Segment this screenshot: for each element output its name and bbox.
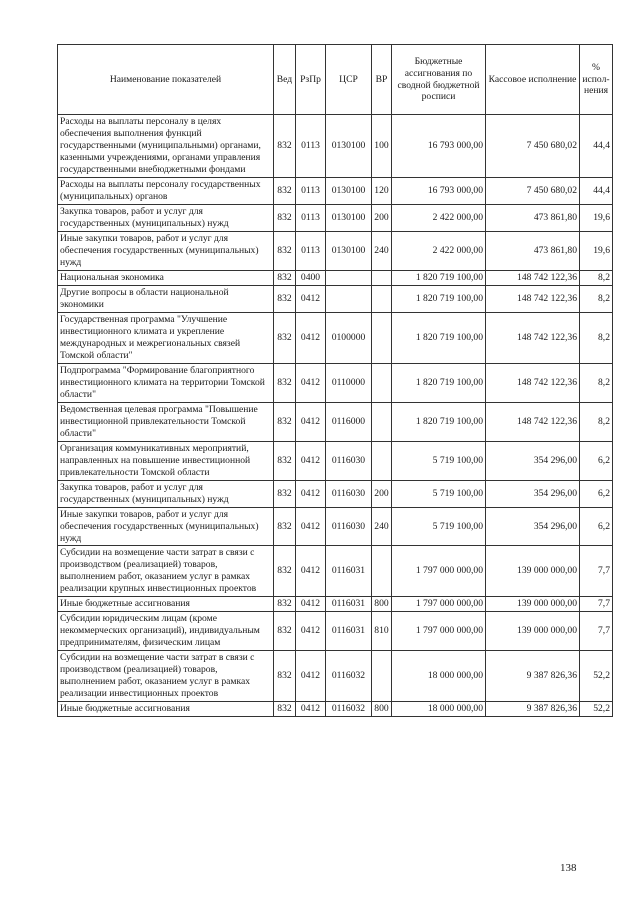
table-row — [58, 702, 613, 717]
cell-assign: 16 793 000,00 — [392, 177, 486, 204]
cell-vr: 800 — [372, 597, 392, 612]
table-row — [58, 204, 613, 231]
cell-rzpr: 0412 — [296, 651, 326, 702]
cell-cash: 9 387 826,36 — [486, 651, 580, 702]
cell-assign: 18 000 000,00 — [392, 702, 486, 717]
cell-ved: 832 — [274, 546, 296, 597]
header-csr: ЦСР — [326, 45, 372, 115]
table-row — [58, 270, 613, 285]
cell-name: Расходы на выплаты персоналу в целях обеспечения выполнения функций государственными (муниципальными) органами, казенными учреждениями, органами управления государственными внебюджетными фондами — [58, 115, 274, 178]
cell-assign: 1 820 719 100,00 — [392, 285, 486, 312]
cell-vr — [372, 312, 392, 363]
cell-rzpr: 0113 — [296, 204, 326, 231]
cell-vr — [372, 363, 392, 402]
table-row — [58, 363, 613, 402]
cell-cash: 148 742 122,36 — [486, 285, 580, 312]
cell-csr: 0130100 — [326, 115, 372, 178]
cell-assign: 1 797 000 000,00 — [392, 546, 486, 597]
cell-ved: 832 — [274, 507, 296, 546]
table-row — [58, 231, 613, 270]
cell-cash: 139 000 000,00 — [486, 612, 580, 651]
cell-percent: 6,2 — [580, 480, 613, 507]
cell-cash: 473 861,80 — [486, 204, 580, 231]
cell-cash: 9 387 826,36 — [486, 702, 580, 717]
table-row — [58, 402, 613, 441]
cell-assign: 5 719 100,00 — [392, 507, 486, 546]
cell-percent: 8,2 — [580, 270, 613, 285]
cell-assign: 16 793 000,00 — [392, 115, 486, 178]
cell-csr: 0116032 — [326, 651, 372, 702]
cell-name: Закупка товаров, работ и услуг для государственных (муниципальных) нужд — [58, 204, 274, 231]
cell-name: Организация коммуникативных мероприятий, направленных на повышение инвестиционной привлекательности Томской области — [58, 441, 274, 480]
cell-vr: 200 — [372, 204, 392, 231]
cell-rzpr: 0412 — [296, 441, 326, 480]
cell-percent: 19,6 — [580, 204, 613, 231]
budget-table — [57, 44, 613, 717]
cell-csr: 0116031 — [326, 597, 372, 612]
cell-assign: 1 797 000 000,00 — [392, 597, 486, 612]
cell-vr: 120 — [372, 177, 392, 204]
cell-rzpr: 0113 — [296, 115, 326, 178]
cell-rzpr: 0113 — [296, 177, 326, 204]
table-row — [58, 612, 613, 651]
table-row — [58, 312, 613, 363]
cell-ved: 832 — [274, 651, 296, 702]
table-row — [58, 115, 613, 178]
cell-vr — [372, 546, 392, 597]
table-row — [58, 177, 613, 204]
cell-rzpr: 0412 — [296, 702, 326, 717]
cell-percent: 7,7 — [580, 597, 613, 612]
cell-cash: 148 742 122,36 — [486, 363, 580, 402]
cell-ved: 832 — [274, 270, 296, 285]
cell-percent: 7,7 — [580, 612, 613, 651]
table-row — [58, 651, 613, 702]
cell-ved: 832 — [274, 204, 296, 231]
cell-vr: 240 — [372, 231, 392, 270]
cell-cash: 148 742 122,36 — [486, 402, 580, 441]
cell-name: Субсидии на возмещение части затрат в связи с производством (реализацией) товаров, выполнением работ, оказанием услуг в рамках реализации инвестиционных проектов — [58, 651, 274, 702]
cell-csr — [326, 270, 372, 285]
cell-cash: 139 000 000,00 — [486, 546, 580, 597]
cell-vr: 100 — [372, 115, 392, 178]
cell-ved: 832 — [274, 115, 296, 178]
cell-rzpr: 0412 — [296, 363, 326, 402]
cell-vr — [372, 285, 392, 312]
cell-csr: 0116030 — [326, 441, 372, 480]
cell-name: Иные закупки товаров, работ и услуг для обеспечения государственных (муниципальных) нужд — [58, 507, 274, 546]
cell-rzpr: 0113 — [296, 231, 326, 270]
cell-rzpr: 0412 — [296, 507, 326, 546]
cell-assign: 1 820 719 100,00 — [392, 402, 486, 441]
cell-ved: 832 — [274, 285, 296, 312]
cell-cash: 148 742 122,36 — [486, 270, 580, 285]
cell-assign: 1 820 719 100,00 — [392, 312, 486, 363]
cell-name: Субсидии на возмещение части затрат в связи с производством (реализацией) товаров, выполнением работ, оказанием услуг в рамках реализации крупных инвестиционных проектов — [58, 546, 274, 597]
cell-vr — [372, 651, 392, 702]
cell-percent: 8,2 — [580, 312, 613, 363]
cell-name: Ведомственная целевая программа "Повышение инвестиционной привлекательности Томской области" — [58, 402, 274, 441]
table-row — [58, 441, 613, 480]
header-assign: Бюджетные ассигнования по сводной бюджетной росписи — [392, 45, 486, 115]
cell-name: Субсидии юридическим лицам (кроме некоммерческих организаций), индивидуальным предпринимателям, физическим лицам — [58, 612, 274, 651]
cell-csr: 0116031 — [326, 546, 372, 597]
cell-rzpr: 0412 — [296, 546, 326, 597]
cell-assign: 5 719 100,00 — [392, 441, 486, 480]
cell-rzpr: 0412 — [296, 285, 326, 312]
cell-csr: 0130100 — [326, 204, 372, 231]
cell-vr — [372, 441, 392, 480]
cell-percent: 52,2 — [580, 651, 613, 702]
cell-percent: 8,2 — [580, 285, 613, 312]
cell-rzpr: 0412 — [296, 402, 326, 441]
cell-rzpr: 0412 — [296, 612, 326, 651]
cell-vr: 800 — [372, 702, 392, 717]
table-row — [58, 546, 613, 597]
cell-cash: 148 742 122,36 — [486, 312, 580, 363]
cell-ved: 832 — [274, 441, 296, 480]
cell-ved: 832 — [274, 612, 296, 651]
table-body — [58, 115, 613, 717]
cell-name: Иные бюджетные ассигнования — [58, 597, 274, 612]
header-percent: % испол- нения — [580, 45, 613, 115]
cell-assign: 2 422 000,00 — [392, 231, 486, 270]
cell-vr: 810 — [372, 612, 392, 651]
cell-percent: 19,6 — [580, 231, 613, 270]
table-row — [58, 507, 613, 546]
cell-csr: 0116032 — [326, 702, 372, 717]
cell-assign: 5 719 100,00 — [392, 480, 486, 507]
table-row — [58, 597, 613, 612]
cell-csr: 0130100 — [326, 177, 372, 204]
cell-ved: 832 — [274, 402, 296, 441]
cell-name: Расходы на выплаты персоналу государственных (муниципальных) органов — [58, 177, 274, 204]
cell-cash: 473 861,80 — [486, 231, 580, 270]
cell-vr — [372, 402, 392, 441]
cell-percent: 6,2 — [580, 507, 613, 546]
cell-csr: 0116030 — [326, 480, 372, 507]
cell-cash: 7 450 680,02 — [486, 177, 580, 204]
cell-csr: 0116000 — [326, 402, 372, 441]
cell-assign: 2 422 000,00 — [392, 204, 486, 231]
cell-ved: 832 — [274, 480, 296, 507]
cell-cash: 139 000 000,00 — [486, 597, 580, 612]
cell-name: Иные закупки товаров, работ и услуг для обеспечения государственных (муниципальных) нужд — [58, 231, 274, 270]
table-row — [58, 480, 613, 507]
cell-percent: 44,4 — [580, 115, 613, 178]
cell-rzpr: 0412 — [296, 597, 326, 612]
cell-name: Иные бюджетные ассигнования — [58, 702, 274, 717]
cell-cash: 7 450 680,02 — [486, 115, 580, 178]
page-number: 138 — [560, 862, 577, 874]
cell-ved: 832 — [274, 177, 296, 204]
cell-csr: 0100000 — [326, 312, 372, 363]
cell-ved: 832 — [274, 312, 296, 363]
header-rzpr: РзПр — [296, 45, 326, 115]
cell-vr: 200 — [372, 480, 392, 507]
cell-ved: 832 — [274, 702, 296, 717]
cell-percent: 6,2 — [580, 441, 613, 480]
cell-ved: 832 — [274, 363, 296, 402]
cell-csr: 0130100 — [326, 231, 372, 270]
cell-assign: 1 797 000 000,00 — [392, 612, 486, 651]
header-cash: Кассовое исполнение — [486, 45, 580, 115]
cell-percent: 8,2 — [580, 363, 613, 402]
cell-csr: 0116031 — [326, 612, 372, 651]
cell-name: Национальная экономика — [58, 270, 274, 285]
cell-assign: 1 820 719 100,00 — [392, 363, 486, 402]
cell-rzpr: 0412 — [296, 312, 326, 363]
cell-assign: 18 000 000,00 — [392, 651, 486, 702]
cell-csr: 0116030 — [326, 507, 372, 546]
cell-cash: 354 296,00 — [486, 480, 580, 507]
cell-name: Другие вопросы в области национальной экономики — [58, 285, 274, 312]
cell-name: Закупка товаров, работ и услуг для государственных (муниципальных) нужд — [58, 480, 274, 507]
cell-cash: 354 296,00 — [486, 441, 580, 480]
header-name: Наименование показателей — [58, 45, 274, 115]
cell-vr — [372, 270, 392, 285]
cell-ved: 832 — [274, 231, 296, 270]
cell-cash: 354 296,00 — [486, 507, 580, 546]
cell-name: Государственная программа "Улучшение инвестиционного климата и укрепление международных и межрегиональных связей Томской области" — [58, 312, 274, 363]
header-ved: Вед — [274, 45, 296, 115]
header-vr: ВР — [372, 45, 392, 115]
cell-csr: 0110000 — [326, 363, 372, 402]
cell-assign: 1 820 719 100,00 — [392, 270, 486, 285]
table-row — [58, 285, 613, 312]
cell-percent: 44,4 — [580, 177, 613, 204]
header-row — [58, 45, 613, 115]
cell-percent: 52,2 — [580, 702, 613, 717]
cell-percent: 8,2 — [580, 402, 613, 441]
cell-rzpr: 0400 — [296, 270, 326, 285]
cell-csr — [326, 285, 372, 312]
cell-ved: 832 — [274, 597, 296, 612]
cell-percent: 7,7 — [580, 546, 613, 597]
cell-rzpr: 0412 — [296, 480, 326, 507]
cell-name: Подпрограмма "Формирование благоприятного инвестиционного климата на территории Томской области" — [58, 363, 274, 402]
cell-vr: 240 — [372, 507, 392, 546]
